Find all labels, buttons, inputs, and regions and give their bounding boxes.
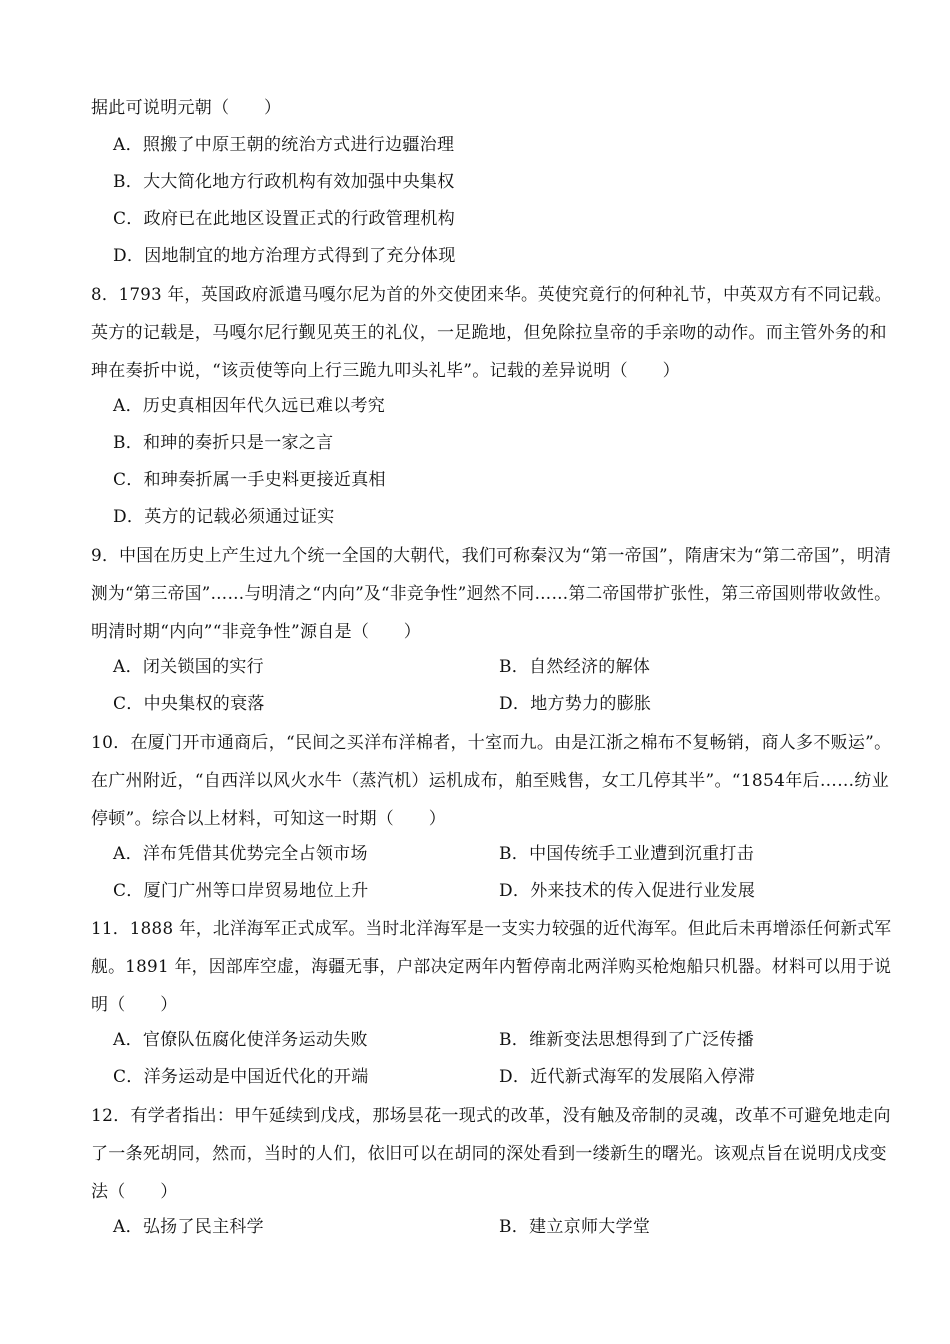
q11-stem-line-2: 舰。1891 年，因部库空虚，海疆无事，户部决定两年内暂停南北两洋购买枪炮船只机器。材料可以用于说 — [91, 957, 892, 977]
q10-stem-line-1: 10．在厦门开市通商后，“民间之买洋布洋棉者，十室而九。由是江浙之棉布不复畅销，商人多不贩运”。 — [91, 733, 892, 753]
q8-option-c: C．和珅奏折属一手史料更接近真相 — [113, 470, 386, 490]
q8-stem-line-3: 珅在奏折中说，“该贡使等向上行三跪九叩头礼毕”。记载的差异说明（ ） — [91, 361, 680, 381]
q11-stem-line-3: 明（ ） — [91, 995, 178, 1015]
q10-option-d: D．外来技术的传入促进行业发展 — [499, 881, 756, 901]
q10-stem-line-2: 在广州附近，“自西洋以风火水牛（蒸汽机）运机成布，舶至贱售，女工几停其半”。“1854年后……纺业 — [91, 771, 890, 791]
q8-option-d: D．英方的记载必须通过证实 — [113, 507, 335, 527]
q10-option-c: C．厦门广州等口岸贸易地位上升 — [113, 881, 369, 901]
q11-option-d: D．近代新式海军的发展陷入停滞 — [499, 1067, 756, 1087]
q12-stem-line-2: 了一条死胡同，然而，当时的人们，依旧可以在胡同的深处看到一缕新生的曙光。该观点旨在说明戊戌变 — [91, 1144, 887, 1164]
q7-option-b: B．大大简化地方行政机构有效加强中央集权 — [113, 172, 455, 192]
q9-option-d: D．地方势力的膨胀 — [499, 694, 652, 714]
q10-option-a: A．洋布凭借其优势完全占领市场 — [113, 844, 368, 864]
q12-option-a: A．弘扬了民主科学 — [113, 1217, 264, 1237]
q12-stem-line-1: 12．有学者指出：甲午延续到戊戌，那场昙花一现式的改革，没有触及帝制的灵魂，改革不可避免地走向 — [91, 1106, 891, 1126]
q8-stem-line-1: 8．1793 年，英国政府派遣马嘎尔尼为首的外交使团来华。英使究竟行的何种礼节，中英双方有不同记载。 — [91, 285, 892, 305]
q9-option-a: A．闭关锁国的实行 — [113, 657, 264, 677]
q11-stem-line-1: 11．1888 年，北洋海军正式成军。当时北洋海军是一支实力较强的近代海军。但此后未再增添任何新式军 — [91, 919, 892, 939]
q11-option-a: A．官僚队伍腐化使洋务运动失败 — [113, 1030, 368, 1050]
q11-option-c: C．洋务运动是中国近代化的开端 — [113, 1067, 369, 1087]
q9-option-b: B．自然经济的解体 — [499, 657, 651, 677]
q7-stem-tail: 据此可说明元朝（ ） — [91, 98, 282, 118]
q12-stem-line-3: 法（ ） — [91, 1182, 178, 1202]
q9-stem-line-1: 9．中国在历史上产生过九个统一全国的大朝代，我们可称秦汉为“第一帝国”，隋唐宋为“第二帝国”，明清 — [91, 546, 892, 566]
q9-stem-line-2: 测为“第三帝国”……与明清之“内向”及“非竞争性”迥然不同……第二帝国带扩张性，第三帝国则带收敛性。 — [91, 584, 892, 604]
q10-stem-line-3: 停顿”。综合以上材料，可知这一时期（ ） — [91, 809, 446, 829]
q7-option-c: C．政府已在此地区设置正式的行政管理机构 — [113, 209, 456, 229]
q10-option-b: B．中国传统手工业遭到沉重打击 — [499, 844, 754, 864]
q7-option-d: D．因地制宜的地方治理方式得到了充分体现 — [113, 246, 456, 266]
q8-stem-line-2: 英方的记载是，马嘎尔尼行觐见英王的礼仪，一足跪地，但免除拉皇帝的手亲吻的动作。而主管外务的和 — [91, 323, 887, 343]
q12-option-b: B．建立京师大学堂 — [499, 1217, 651, 1237]
q8-option-a: A．历史真相因年代久远已难以考究 — [113, 396, 386, 416]
q7-option-a: A．照搬了中原王朝的统治方式进行边疆治理 — [113, 135, 455, 155]
q9-option-c: C．中央集权的衰落 — [113, 694, 265, 714]
q9-stem-line-3: 明清时期“内向”“非竞争性”源自是（ ） — [91, 622, 422, 642]
q8-option-b: B．和珅的奏折只是一家之言 — [113, 433, 334, 453]
q11-option-b: B．维新变法思想得到了广泛传播 — [499, 1030, 754, 1050]
